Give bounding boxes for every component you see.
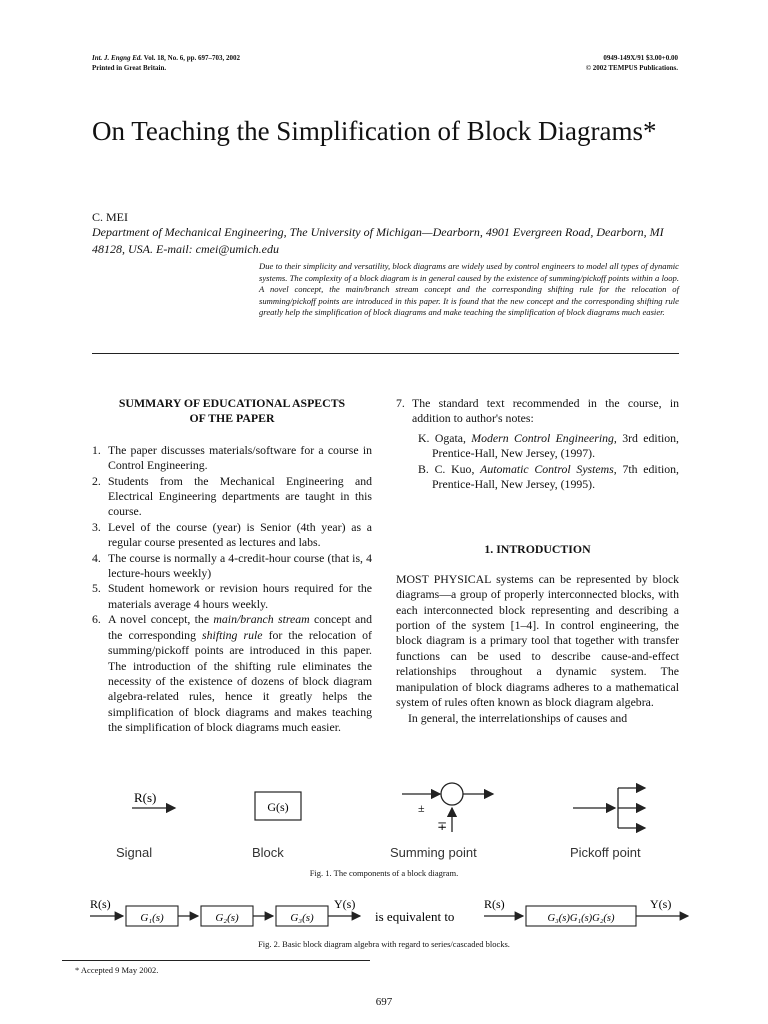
left-column	[92, 396, 372, 736]
publication-info	[586, 53, 678, 73]
item-text: The standard text recommended in the course, in addition to author's notes:	[412, 396, 679, 426]
summary-list	[92, 443, 372, 736]
fig2-combined-block-text: G₃(s)G₁(s)G₂(s)	[547, 913, 615, 924]
summary-list-continued	[396, 396, 679, 427]
list-item	[92, 581, 372, 612]
fig2-equivalent-text: is equivalent to	[375, 909, 455, 924]
abstract: Due to their simplicity and versatility, block diagrams are widely used by control engineers to model all types of dynamic systems. The complexity of a block diagram is in general caused by the existence of summing/pickoff points within a loop. A novel concept, the main/branch stream concept and the corresponding shifting rule for the relocation of summing/pickoff points are introduced in this paper. It is found that the new concept and the corresponding shifting rule greatly help the simplification of block diagrams and make teaching the simplification of block diagrams much easier.	[259, 261, 679, 318]
list-item	[92, 551, 372, 582]
fig2-output2-label: Y(s)	[650, 897, 672, 911]
item-number: 1.	[92, 442, 101, 457]
summing-circle	[441, 783, 463, 805]
figure-2-caption: Fig. 2. Basic block diagram algebra with regard to series/cascaded blocks.	[258, 939, 510, 949]
list-item	[92, 474, 372, 520]
summary-heading-line1: SUMMARY OF EDUCATIONAL ASPECTS	[118, 396, 346, 410]
reference-item	[418, 431, 679, 462]
item-number: 5.	[92, 581, 101, 596]
figure-2-diagram	[88, 894, 698, 934]
item-text: Student homework or revision hours required for the materials average 4 hours weekly.	[108, 581, 372, 611]
summary-heading-line2: OF THE PAPER	[189, 411, 275, 426]
citation-details: Vol. 18, No. 6, pp. 697–703, 2002	[142, 54, 241, 62]
list-item	[92, 520, 372, 551]
copyright: © 2002 TEMPUS Publications.	[585, 64, 678, 72]
ref-author: B. C. Kuo,	[418, 461, 481, 476]
footnote: * Accepted 9 May 2002.	[75, 965, 159, 975]
intro-paragraph-2: In general, the interrelationships of causes and	[408, 710, 628, 725]
journal-name: Int. J. Engng Ed.	[92, 54, 143, 62]
fig2-input2-label: R(s)	[484, 897, 505, 911]
item-text: A novel concept, the main/branch stream concept and the corresponding shifting rule for the relocation of summing/pickoff points are introduced in this paper. The introduction of the shifting rule eliminates the necessity of the existence of dozens of block diagram algebra-related rules, hence it greatly helps the simplification of block diagrams and makes teaching the simplification of block diagrams much easier.	[108, 612, 372, 735]
fig2-block-1-text: G₁(s)	[140, 912, 164, 924]
fig2-block-2-text: G₂(s)	[215, 912, 239, 924]
journal-citation	[92, 53, 240, 73]
item-text: The paper discusses materials/software for a course in Control Engineering.	[108, 442, 372, 473]
ref-details: , 7th edition, Prentice-Hall, New Jersey, (1995).	[432, 461, 679, 492]
signal-input-label: R(s)	[134, 790, 157, 805]
summary-heading	[92, 396, 372, 427]
ref-author: K. Ogata,	[418, 430, 472, 445]
author: C. MEI	[92, 210, 128, 224]
header-divider	[92, 353, 679, 354]
label-pickoff-point: Pickoff point	[570, 845, 641, 860]
item-number: 2.	[92, 473, 101, 488]
list-item	[92, 612, 372, 735]
figure-1-caption: Fig. 1. The components of a block diagram.	[309, 868, 459, 878]
ref-title: Modern Control Engineering	[471, 430, 614, 445]
affiliation: Department of Mechanical Engineering, The University of Michigan—Dearborn, 4901 Evergreen Road, Dearborn, MI 48128, USA. E-mail: cmei@umich.edu	[92, 225, 664, 256]
item-number: 4.	[92, 550, 101, 565]
footnote-divider	[62, 960, 370, 961]
item-number: 7.	[396, 396, 405, 410]
fig2-block-3-text: G₃(s)	[290, 912, 314, 924]
recommended-texts	[396, 431, 679, 493]
item-number: 3.	[92, 519, 101, 534]
label-summing-point: Summing point	[390, 845, 477, 860]
intro-heading: 1. INTRODUCTION	[484, 542, 591, 557]
page-number: 697	[375, 996, 393, 1008]
sum-sign-top: ±	[418, 801, 425, 815]
right-column	[396, 396, 679, 726]
item-text: The course is normally a 4-credit-hour course (that is, 4 lecture-hours weekly)	[108, 550, 372, 581]
list-item	[396, 396, 679, 427]
sum-sign-bottom: ∓	[437, 819, 448, 833]
fig2-input-label: R(s)	[90, 897, 111, 911]
paper-title: On Teaching the Simplification of Block Diagrams*	[92, 116, 657, 146]
issn-price: 0949-149X/91 $3.00+0.00	[603, 54, 678, 62]
label-signal: Signal	[116, 845, 153, 860]
label-block: Block	[252, 845, 284, 860]
printed-in: Printed in Great Britain.	[92, 64, 167, 72]
ref-details: , 3rd edition, Prentice-Hall, New Jersey, (1997).	[432, 430, 679, 461]
block-text: G(s)	[267, 800, 289, 814]
item-number: 6.	[92, 612, 101, 627]
list-item	[92, 443, 372, 474]
ref-title: Automatic Control Systems	[480, 461, 614, 476]
item-text: Students from the Mechanical Engineering and Electrical Engineering departments are taught in this course.	[108, 473, 372, 519]
fig2-output-label: Y(s)	[334, 897, 356, 911]
item-text: Level of the course (year) is Senior (4th year) as a regular course presented as lectures and labs.	[108, 519, 372, 550]
intro-paragraph-1: MOST PHYSICAL systems can be represented by block diagrams—a group of properly interconnected blocks, with each interconnected block representing and describing a portion of the system [1–4]. In control engineering, the block diagram is a primary tool that together with transfer functions can be used to describe cause-and-effect relationships throughout a dynamic system. The manipulation of block diagrams adheres to a mathematical system of rules often known as block diagram algebra.	[396, 571, 679, 710]
reference-item	[418, 462, 679, 493]
